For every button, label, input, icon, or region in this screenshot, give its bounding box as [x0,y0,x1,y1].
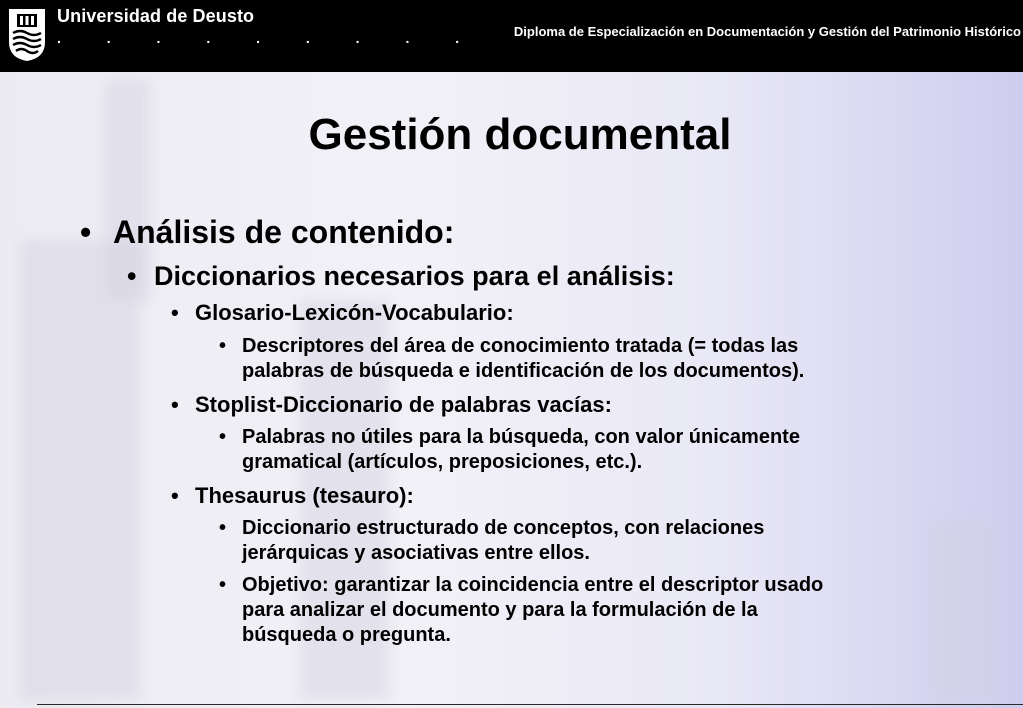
program-title: Diploma de Especialización en Documentación y Gestión del Patrimonio Histórico [513,24,1021,39]
header-bar [0,0,1023,72]
bullet-item-level-1 [80,214,454,250]
bullet-text-line: gramatical (artículos, preposiciones, etc.). [242,451,643,473]
university-name: Universidad de Deusto [57,6,255,26]
background-building [930,520,1000,700]
bullet-icon: • [219,574,227,596]
bullet-text: Diccionarios necesarios para el análisis: [154,261,675,291]
bullet-text-line: Objetivo: garantizar la coincidencia entre el descriptor usado [242,574,824,596]
bullet-item-level-4 [219,516,764,566]
bullet-text: Análisis de contenido: [113,214,455,250]
bullet-item-level-2 [127,260,675,292]
bullet-item-level-4 [219,425,800,475]
bottom-divider [37,704,1023,705]
bullet-text-line: para analizar el documento y para la formulación de la [242,599,758,621]
bullet-item-level-3 [171,300,514,326]
bullet-text-line: Descriptores del área de conocimiento tratada (= todas las [242,335,799,357]
bullet-text: Stoplist-Diccionario de palabras vacías: [195,392,612,417]
bullet-item-level-4 [219,573,823,648]
university-dots-decoration: . . . . . . . . . [57,30,481,46]
bullet-icon: • [219,426,227,448]
bullet-icon: • [80,214,92,250]
slide-title: Gestión documental [308,110,732,159]
bullet-item-level-4 [219,334,804,384]
bullet-icon: • [171,483,179,508]
background-building [20,240,140,700]
bullet-item-level-3 [171,392,612,418]
bullet-text-line: jerárquicas y asociativas entre ellos. [242,542,590,564]
bullet-icon: • [219,517,227,539]
bullet-text-line: palabras de búsqueda e identificación de los documentos). [242,360,805,382]
bullet-text: Thesaurus (tesauro): [195,483,414,508]
bullet-item-level-3 [171,483,414,509]
bullet-icon: • [171,300,179,325]
bullet-text: Glosario-Lexicón-Vocabulario: [195,300,514,325]
university-shield-logo-icon [8,8,46,62]
bullet-text-line: búsqueda o pregunta. [242,624,451,646]
bullet-icon: • [127,261,137,291]
bullet-text-line: Diccionario estructurado de conceptos, con relaciones [242,517,765,539]
bullet-icon: • [171,392,179,417]
bullet-icon: • [219,335,227,357]
bullet-text-line: Palabras no útiles para la búsqueda, con valor únicamente [242,426,800,448]
